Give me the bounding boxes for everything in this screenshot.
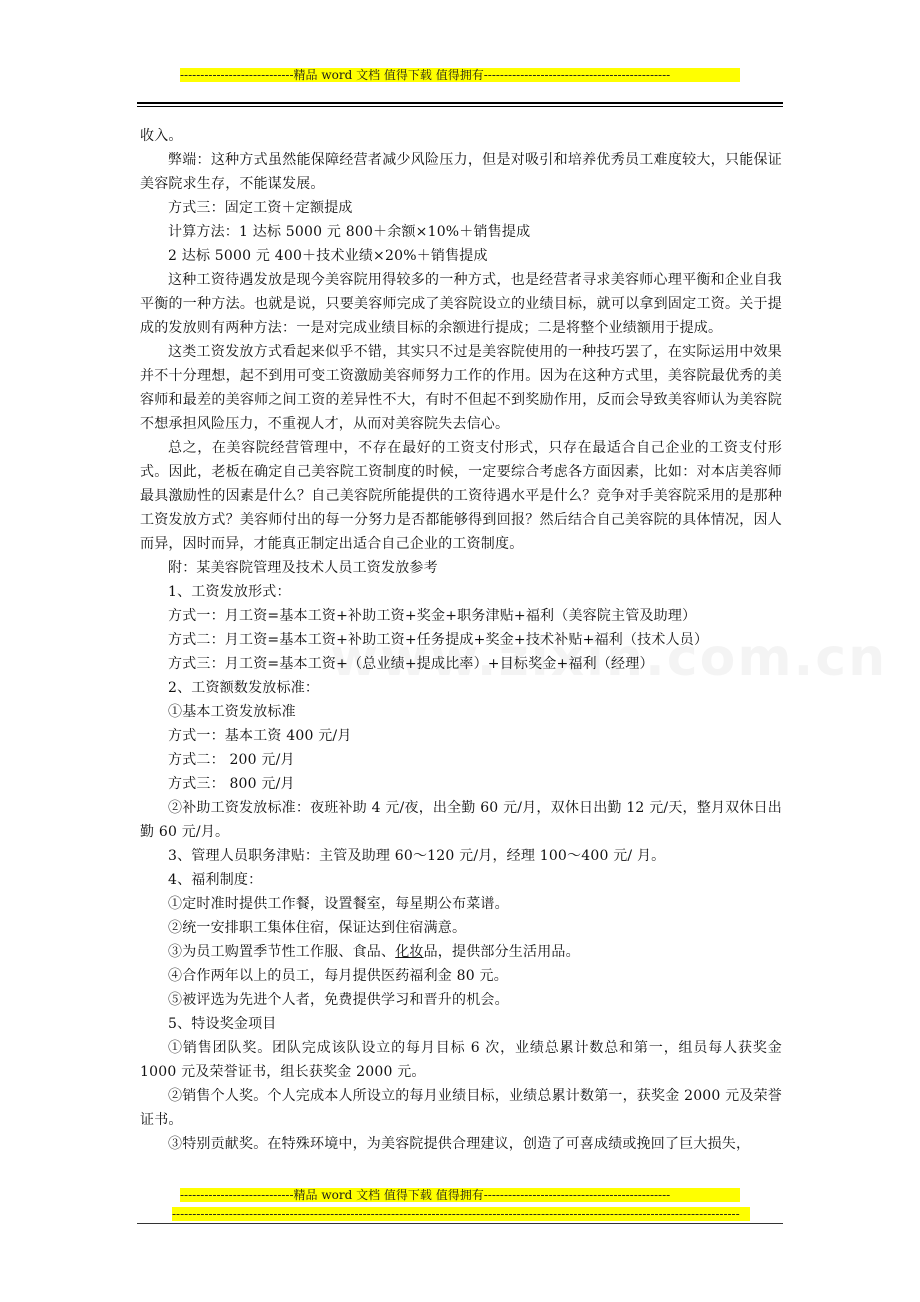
paragraph: 方式二： 200 元/月 xyxy=(168,752,295,768)
paragraph: ③特别贡献奖。在特殊环境中，为美容院提供合理建议，创造了可喜成绩或挽回了巨大损失， xyxy=(168,1136,751,1152)
paragraph: 收入。 xyxy=(140,128,183,144)
header-rule-thick xyxy=(137,102,783,104)
paragraph: 弊端：这种方式虽然能保障经营者减少风险压力，但是对吸引和培养优秀员工难度较大，只能保证美容院求生存，不能谋发展。 xyxy=(140,152,782,192)
paragraph-text: ③为员工购置季节性工作服、食品、 xyxy=(168,944,396,960)
paragraph: 2 达标 5000 元 400＋技术业绩×20%＋销售提成 xyxy=(168,248,488,264)
paragraph: 方式三： 800 元/月 xyxy=(168,776,295,792)
paragraph: 5、特设奖金项目 xyxy=(168,1016,277,1032)
paragraph: 方式一：月工资=基本工资+补助工资+奖金+职务津贴+福利（美容院主管及助理） xyxy=(168,608,697,624)
document-body xyxy=(140,124,782,1156)
paragraph: 这类工资发放方式看起来似乎不错，其实只不过是美容院使用的一种技巧罢了，在实际运用中效果并不十分理想，起不到用可变工资激励美容师努力工作的作用。因为在这种方式里，美容院最优秀的美容师和最差的美容师之间工资的差异性不大，有时不但起不到奖励作用，反而会导致美容师认为美容院不想承担风险压力，不重视人才，从而对美容院失去信心。 xyxy=(140,344,782,432)
paragraph: 方式三：月工资=基本工资+（总业绩+提成比率）+目标奖金+福利（经理） xyxy=(168,656,654,672)
paragraph: ②补助工资发放标准：夜班补助 4 元/夜，出全勤 60 元/月，双休日出勤 12 元/天，整月双休日出勤 60 元/月。 xyxy=(140,800,782,840)
paragraph: ④合作两年以上的员工，每月提供医药福利金 80 元。 xyxy=(168,968,508,984)
paragraph: ②销售个人奖。个人完成本人所设立的每月业绩目标，业绩总累计数第一，获奖金 2000 元及荣誉证书。 xyxy=(140,1088,782,1128)
paragraph: 1、工资发放形式： xyxy=(168,584,291,600)
paragraph: ①基本工资发放标准 xyxy=(168,704,296,720)
paragraph-text: 品，提供部分生活用品。 xyxy=(423,944,580,960)
paragraph: 4、福利制度： xyxy=(168,872,263,888)
underlined-link-text[interactable]: 化妆 xyxy=(395,944,424,960)
footer-dashes: -------------------------------------------------------------------------------------------------------------------------------------------- xyxy=(172,1207,750,1221)
paragraph: 方式三：固定工资＋定额提成 xyxy=(168,200,353,216)
paragraph: 方式一：基本工资 400 元/月 xyxy=(168,728,352,744)
paragraph: ①销售团队奖。团队完成该队设立的每月目标 6 次，业绩总累计数总和第一，组员每人获奖金 1000 元及荣誉证书，组长获奖金 2000 元。 xyxy=(140,1040,782,1080)
footer-banner: ----------------------------精品 word 文档 值得下载 值得拥有---------------------------------------------- xyxy=(180,1188,740,1202)
paragraph: ②统一安排职工集体住宿，保证达到住宿满意。 xyxy=(168,920,467,936)
paragraph: 计算方法：1 达标 5000 元 800＋余额×10%＋销售提成 xyxy=(168,224,531,240)
paragraph: 总之，在美容院经营管理中，不存在最好的工资支付形式，只存在最适合自己企业的工资支付形式。因此，老板在确定自己美容院工资制度的时候，一定要综合考虑各方面因素，比如：对本店美容师最具激励性的因素是什么？自己美容院所能提供的工资待遇水平是什么？竞争对手美容院采用的是那种工资发放方式？美容师付出的每一分努力是否都能够得到回报？然后结合自己美容院的具体情况，因人而异，因时而异，才能真正制定出适合自己企业的工资制度。 xyxy=(140,440,782,552)
paragraph: 2、工资额数发放标准： xyxy=(168,680,320,696)
paragraph: 方式二：月工资=基本工资+补助工资+任务提成+奖金+技术补贴+福利（技术人员） xyxy=(168,632,709,648)
header-banner: ----------------------------精品 word 文档 值得下载 值得拥有---------------------------------------------- xyxy=(180,68,740,82)
paragraph: 附：某美容院管理及技术人员工资发放参考 xyxy=(168,560,438,576)
paragraph xyxy=(140,940,782,964)
paragraph: 3、管理人员职务津贴：主管及助理 60～120 元/月，经理 100～400 元/ 月。 xyxy=(168,848,666,864)
paragraph: ⑤被评选为先进个人者，免费提供学习和晋升的机会。 xyxy=(168,992,509,1008)
footer-rule xyxy=(137,1223,783,1224)
paragraph: 这种工资待遇发放是现今美容院用得较多的一种方式，也是经营者寻求美容师心理平衡和企业自我平衡的一种方法。也就是说，只要美容师完成了美容院设立的业绩目标，就可以拿到固定工资。关于提成的发放则有两种方法：一是对完成业绩目标的余额进行提成；二是将整个业绩额用于提成。 xyxy=(140,272,782,336)
header-rule-thin xyxy=(137,106,783,107)
paragraph: ①定时准时提供工作餐，设置餐室，每星期公布菜谱。 xyxy=(168,896,509,912)
